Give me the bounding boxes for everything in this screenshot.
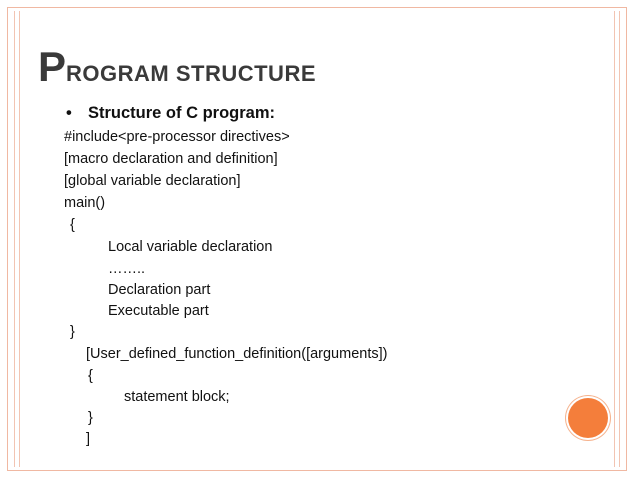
code-line: [macro declaration and definition] <box>64 151 278 167</box>
code-line: Local variable declaration <box>108 239 273 255</box>
code-line: #include<pre-processor directives> <box>64 129 290 145</box>
accent-circle <box>568 398 608 438</box>
code-line: [global variable declaration] <box>64 173 241 189</box>
code-line: main() <box>64 195 106 211</box>
bullet-heading <box>66 104 275 123</box>
code-line: { <box>70 217 75 233</box>
frame-left-strip <box>14 11 20 467</box>
bullet-text: Structure of C program: <box>88 104 276 122</box>
code-line: Executable part <box>108 303 209 319</box>
code-line: ] <box>86 431 91 447</box>
code-line: Declaration part <box>108 282 211 298</box>
title-rest: ROGRAM STRUCTURE <box>66 61 317 86</box>
frame-right-strip <box>614 11 620 467</box>
bullet-icon: • <box>66 104 72 122</box>
code-line: } <box>88 410 93 426</box>
code-line: { <box>88 368 93 384</box>
code-line: …….. <box>108 261 146 277</box>
code-line: statement block; <box>124 389 230 405</box>
code-line: } <box>70 324 75 340</box>
code-line: [User_defined_function_definition([arguments]) <box>86 346 388 362</box>
slide-title <box>38 43 317 90</box>
title-initial: P <box>38 43 67 90</box>
